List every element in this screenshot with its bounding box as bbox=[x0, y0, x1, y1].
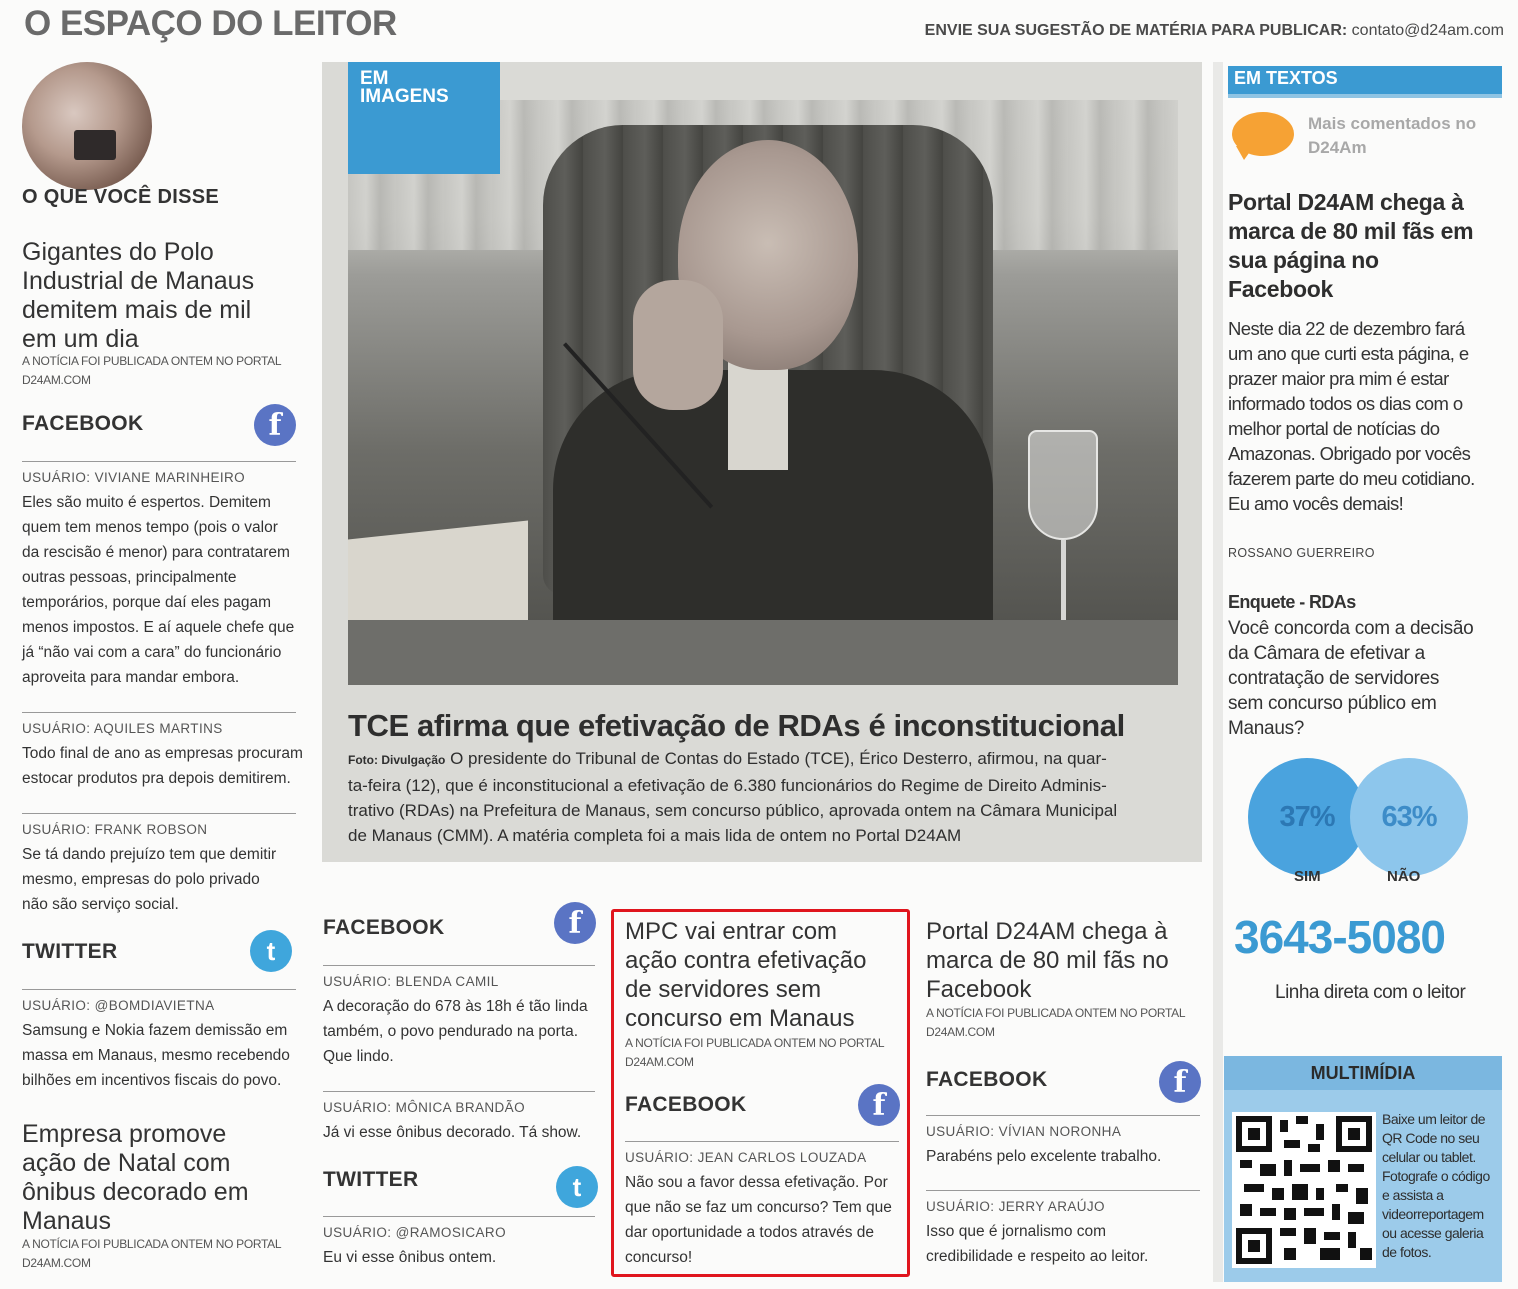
divider bbox=[926, 1115, 1200, 1116]
tweet-text: Samsung e Nokia fazem demissão em massa em Manaus, mesmo recebendo bilhões em incentivos fiscais do povo. bbox=[22, 1022, 290, 1089]
submit-email[interactable]: contato@d24am.com bbox=[1351, 22, 1504, 39]
page-title: O ESPAÇO DO LEITOR bbox=[24, 4, 397, 43]
comment-user: USUÁRIO: VÍVIAN NORONHA bbox=[926, 1124, 1122, 1139]
most-commented-label: Mais comentados no D24Am bbox=[1308, 114, 1477, 157]
facebook-heading: FACEBOOK bbox=[625, 1093, 747, 1116]
twitter-icon[interactable]: t bbox=[556, 1166, 598, 1208]
multimedia-instructions: Baixe um leitor de QR Code no seu celular ou tablet. Fotografe o código e assista a videorreportagem ou acesse galeria de fotos. bbox=[1382, 1111, 1490, 1260]
divider bbox=[22, 813, 296, 814]
divider bbox=[323, 1091, 595, 1092]
comment-user: USUÁRIO: BLENDA CAMIL bbox=[323, 974, 499, 989]
story-headline-portal[interactable]: Portal D24AM chega à marca de 80 mil fãs no Facebook bbox=[926, 918, 1169, 1003]
submit-label: ENVIE SUA SUGESTÃO DE MATÉRIA PARA PUBLICAR: bbox=[924, 22, 1348, 39]
story-headline-mpc[interactable]: MPC vai entrar com ação contra efetivação de servidores sem concurso em Manaus bbox=[625, 918, 867, 1032]
comment-user: USUÁRIO: JEAN CARLOS LOUZADA bbox=[625, 1150, 867, 1165]
twitter-heading: TWITTER bbox=[323, 1168, 419, 1191]
feature-headline[interactable]: TCE afirma que efetivação de RDAs é inconstitucional bbox=[348, 708, 1125, 743]
comment-user: USUÁRIO: JERRY ARAÚJO bbox=[926, 1199, 1105, 1214]
comment-text: Parabéns pelo excelente trabalho. bbox=[926, 1148, 1162, 1165]
facebook-icon[interactable]: f bbox=[1159, 1061, 1201, 1103]
reader-author: ROSSANO GUERREIRO bbox=[1228, 546, 1375, 560]
facebook-heading: FACEBOOK bbox=[22, 412, 144, 435]
poll-yes-label: SIM bbox=[1294, 868, 1321, 885]
poll-yes-circle: 37% bbox=[1248, 758, 1366, 876]
comment-text: A decoração do 678 às 18h é tão linda também, o povo pendurado na porta. Que lindo. bbox=[323, 998, 588, 1065]
phone-number[interactable]: 3643-5080 bbox=[1234, 911, 1445, 963]
comment-user: USUÁRIO: AQUILES MARTINS bbox=[22, 721, 223, 736]
comment-text: Não sou a favor dessa efetivação. Por que não se faz um concurso? Tem que dar oportunidade a todos através de concurso! bbox=[625, 1174, 892, 1266]
badge-em-textos: EM TEXTOS bbox=[1228, 66, 1502, 94]
reader-avatar-photo bbox=[22, 62, 152, 190]
feature-photo[interactable] bbox=[348, 100, 1178, 685]
comment-text: Eles são muito é espertos. Demitem quem tem menos tempo (pois o valor da rescisão é menor) para contratarem outras pessoas, principalmente temporários, porque daí eles pagam menos impostos. E aí aquele chefe que já “não vai com a cara” do funcionário aproveita para mandar embora. bbox=[22, 494, 295, 686]
facebook-icon[interactable]: f bbox=[554, 902, 596, 944]
story-source-note: A NOTÍCIA FOI PUBLICADA ONTEM NO PORTAL D24AM.COM bbox=[625, 1036, 885, 1069]
comment-text: Todo final de ano as empresas procuram estocar produtos pra depois demitirem. bbox=[22, 745, 303, 787]
divider bbox=[625, 1141, 899, 1142]
comment-text: Já vi esse ônibus decorado. Tá show. bbox=[323, 1124, 582, 1141]
comment-text: Isso que é jornalismo com credibilidade e respeito ao leitor. bbox=[926, 1223, 1149, 1265]
twitter-heading: TWITTER bbox=[22, 940, 118, 963]
facebook-heading: FACEBOOK bbox=[323, 916, 445, 939]
story-source-note: A NOTÍCIA FOI PUBLICADA ONTEM NO PORTAL D24AM.COM bbox=[926, 1006, 1186, 1039]
comment-text: Se tá dando prejuízo tem que demitir mesmo, empresas do polo privado não são serviço social. bbox=[22, 846, 277, 913]
facebook-icon[interactable]: f bbox=[858, 1084, 900, 1126]
reader-text: Neste dia 22 de dezembro fará um ano que curti esta página, e prazer maior pra mim é estar informado todos os dias com o melhor portal de notícias do Amazonas. Obrigado por vocês fazerem parte do meu cotidiano. Eu amo vocês demais! bbox=[1228, 318, 1475, 514]
section-title: O QUE VOCÊ DISSE bbox=[22, 186, 220, 208]
qr-code[interactable] bbox=[1232, 1112, 1376, 1268]
right-headline[interactable]: Portal D24AM chega à marca de 80 mil fãs em sua página no Facebook bbox=[1228, 189, 1474, 302]
tweet-user: USUÁRIO: @RAMOSICARO bbox=[323, 1225, 506, 1240]
feature-caption: Foto: Divulgação O presidente do Tribunal de Contas do Estado (TCE), Érico Desterro, afirmou, na quar- ta-feira (12), que é inconstitucional a efetivação de 6.380 funcionários do Regime de Direito Adminis- trativo (RDAs) na Prefeitura de Manaus, sem concurso público, aprovada ontem na Câmara Municipal de Manaus (CMM). A matéria completa foi a mais lida de ontem no Portal D24AM bbox=[348, 749, 1118, 845]
submit-note bbox=[925, 22, 1504, 40]
poll-question: Você concorda com a decisão da Câmara de efetivar a contratação de servidores sem concurso público em Manaus? bbox=[1228, 618, 1474, 739]
story-source-note: A NOTÍCIA FOI PUBLICADA ONTEM NO PORTAL D24AM.COM bbox=[22, 1237, 282, 1270]
phone-label: Linha direta com o leitor bbox=[1275, 982, 1466, 1003]
facebook-icon[interactable]: f bbox=[254, 404, 296, 446]
badge-em-imagens: EM IMAGENS bbox=[348, 62, 500, 174]
badge-underline bbox=[1228, 94, 1502, 98]
comment-user: USUÁRIO: VIVIANE MARINHEIRO bbox=[22, 470, 246, 485]
divider bbox=[323, 965, 595, 966]
photo-credit: Foto: Divulgação bbox=[348, 753, 446, 767]
story-headline-polo[interactable]: Gigantes do Polo Industrial de Manaus demitem mais de mil em um dia bbox=[22, 238, 255, 353]
poll-no-label: NÃO bbox=[1387, 868, 1421, 885]
divider bbox=[323, 1216, 595, 1217]
divider bbox=[22, 989, 296, 990]
poll-title: Enquete - RDAs bbox=[1228, 592, 1356, 612]
speech-bubble-tail bbox=[1236, 146, 1254, 160]
divider bbox=[22, 712, 296, 713]
twitter-icon[interactable]: t bbox=[250, 930, 292, 972]
column-separator bbox=[1213, 62, 1223, 1282]
multimedia-title: MULTIMÍDIA bbox=[1224, 1056, 1502, 1090]
story-source-note: A NOTÍCIA FOI PUBLICADA ONTEM NO PORTAL D24AM.COM bbox=[22, 354, 282, 387]
poll-no-circle: 63% bbox=[1350, 758, 1468, 876]
comment-user: USUÁRIO: MÔNICA BRANDÃO bbox=[323, 1100, 525, 1115]
comment-user: USUÁRIO: FRANK ROBSON bbox=[22, 822, 208, 837]
divider bbox=[22, 461, 296, 462]
tweet-user: USUÁRIO: @BOMDIAVIETNA bbox=[22, 998, 215, 1013]
story-headline-onibus[interactable]: Empresa promove ação de Natal com ônibus decorado em Manaus bbox=[22, 1120, 249, 1235]
divider bbox=[926, 1190, 1200, 1191]
tweet-text: Eu vi esse ônibus ontem. bbox=[323, 1249, 497, 1266]
facebook-heading: FACEBOOK bbox=[926, 1068, 1048, 1091]
qr-code-graphic bbox=[1236, 1116, 1372, 1264]
